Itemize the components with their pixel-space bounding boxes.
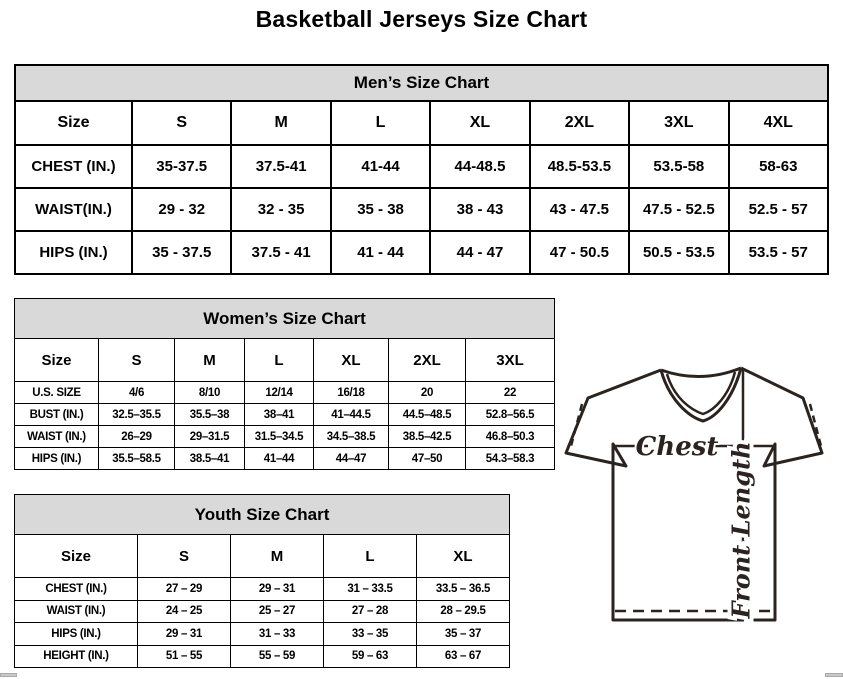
table-row bbox=[15, 578, 510, 601]
mens-value-cell: 41-44 bbox=[331, 145, 430, 188]
youth-size-table bbox=[14, 494, 510, 668]
table-row bbox=[15, 600, 510, 623]
womens-size-table bbox=[14, 298, 555, 470]
womens-value-cell: 44–47 bbox=[314, 448, 389, 470]
mens-value-cell: 52.5 - 57 bbox=[729, 188, 828, 231]
womens-header-l: L bbox=[245, 339, 314, 382]
mens-header-2xl: 2XL bbox=[530, 101, 629, 145]
table-row bbox=[15, 426, 555, 448]
jersey-measurement-diagram bbox=[556, 360, 838, 632]
youth-header-xl: XL bbox=[417, 535, 510, 578]
womens-value-cell: 26–29 bbox=[99, 426, 175, 448]
womens-value-cell: 38.5–42.5 bbox=[389, 426, 466, 448]
mens-row-label: WAIST(IN.) bbox=[15, 188, 132, 231]
womens-row-label: HIPS (IN.) bbox=[15, 448, 99, 470]
mens-value-cell: 32 - 35 bbox=[231, 188, 330, 231]
jersey-body-outline bbox=[566, 368, 822, 620]
womens-header-3xl: 3XL bbox=[466, 339, 555, 382]
womens-header-xl: XL bbox=[314, 339, 389, 382]
youth-value-cell: 28 – 29.5 bbox=[417, 600, 510, 623]
front-length-label: Front Length bbox=[726, 441, 756, 619]
mens-size-table bbox=[14, 64, 829, 275]
youth-value-cell: 63 – 67 bbox=[417, 645, 510, 668]
mens-value-cell: 44-48.5 bbox=[430, 145, 529, 188]
womens-header-2xl: 2XL bbox=[389, 339, 466, 382]
mens-value-cell: 35 - 37.5 bbox=[132, 231, 231, 274]
table-row bbox=[15, 382, 555, 404]
mens-row-label: HIPS (IN.) bbox=[15, 231, 132, 274]
youth-header-m: M bbox=[231, 535, 324, 578]
womens-value-cell: 29–31.5 bbox=[175, 426, 245, 448]
womens-value-cell: 31.5–34.5 bbox=[245, 426, 314, 448]
womens-value-cell: 52.8–56.5 bbox=[466, 404, 555, 426]
womens-value-cell: 41–44.5 bbox=[314, 404, 389, 426]
womens-value-cell: 46.8–50.3 bbox=[466, 426, 555, 448]
youth-row-label: HEIGHT (IN.) bbox=[15, 645, 138, 668]
mens-header-xl: XL bbox=[430, 101, 529, 145]
youth-header-l: L bbox=[324, 535, 417, 578]
mens-value-cell: 29 - 32 bbox=[132, 188, 231, 231]
table-row bbox=[15, 404, 555, 426]
table-row bbox=[15, 231, 828, 274]
table-row bbox=[15, 188, 828, 231]
womens-row-label: U.S. SIZE bbox=[15, 382, 99, 404]
youth-row-label: WAIST (IN.) bbox=[15, 600, 138, 623]
womens-header-s: S bbox=[99, 339, 175, 382]
youth-value-cell: 29 – 31 bbox=[138, 623, 231, 646]
womens-header-size: Size bbox=[15, 339, 99, 382]
table-title-row bbox=[15, 495, 510, 535]
youth-row-label: HIPS (IN.) bbox=[15, 623, 138, 646]
table-title-row bbox=[15, 65, 828, 101]
table-row bbox=[15, 448, 555, 470]
mens-header-m: M bbox=[231, 101, 330, 145]
womens-value-cell: 22 bbox=[466, 382, 555, 404]
youth-value-cell: 55 – 59 bbox=[231, 645, 324, 668]
mens-header-size: Size bbox=[15, 101, 132, 145]
youth-value-cell: 51 – 55 bbox=[138, 645, 231, 668]
youth-value-cell: 35 – 37 bbox=[417, 623, 510, 646]
youth-value-cell: 31 – 33.5 bbox=[324, 578, 417, 601]
mens-header-l: L bbox=[331, 101, 430, 145]
youth-header-s: S bbox=[138, 535, 231, 578]
youth-value-cell: 33 – 35 bbox=[324, 623, 417, 646]
womens-row-label: WAIST (IN.) bbox=[15, 426, 99, 448]
mens-header-s: S bbox=[132, 101, 231, 145]
youth-value-cell: 33.5 – 36.5 bbox=[417, 578, 510, 601]
jersey-back-collar bbox=[661, 368, 741, 377]
mens-header-4xl: 4XL bbox=[729, 101, 828, 145]
jersey-outline-icon bbox=[556, 360, 838, 632]
youth-header-size: Size bbox=[15, 535, 138, 578]
youth-value-cell: 27 – 28 bbox=[324, 600, 417, 623]
mens-value-cell: 53.5-58 bbox=[629, 145, 728, 188]
youth-value-cell: 25 – 27 bbox=[231, 600, 324, 623]
womens-header-m: M bbox=[175, 339, 245, 382]
mens-value-cell: 35 - 38 bbox=[331, 188, 430, 231]
mens-value-cell: 43 - 47.5 bbox=[530, 188, 629, 231]
table-header-row bbox=[15, 339, 555, 382]
mens-value-cell: 44 - 47 bbox=[430, 231, 529, 274]
womens-value-cell: 35.5–58.5 bbox=[99, 448, 175, 470]
youth-value-cell: 24 – 25 bbox=[138, 600, 231, 623]
womens-value-cell: 38–41 bbox=[245, 404, 314, 426]
scrollbar-fragment-right bbox=[825, 673, 843, 677]
scrollbar-fragment-left bbox=[0, 673, 17, 677]
womens-value-cell: 16/18 bbox=[314, 382, 389, 404]
table-row bbox=[15, 645, 510, 668]
womens-value-cell: 38.5–41 bbox=[175, 448, 245, 470]
womens-value-cell: 4/6 bbox=[99, 382, 175, 404]
mens-table-title: Men’s Size Chart bbox=[15, 65, 828, 101]
page-title: Basketball Jerseys Size Chart bbox=[255, 6, 588, 32]
womens-value-cell: 35.5–38 bbox=[175, 404, 245, 426]
youth-value-cell: 31 – 33 bbox=[231, 623, 324, 646]
mens-row-label: CHEST (IN.) bbox=[15, 145, 132, 188]
mens-value-cell: 37.5 - 41 bbox=[231, 231, 330, 274]
womens-value-cell: 41–44 bbox=[245, 448, 314, 470]
mens-value-cell: 47 - 50.5 bbox=[530, 231, 629, 274]
womens-value-cell: 44.5–48.5 bbox=[389, 404, 466, 426]
jersey-vneck-inner bbox=[667, 372, 735, 414]
womens-value-cell: 54.3–58.3 bbox=[466, 448, 555, 470]
youth-value-cell: 27 – 29 bbox=[138, 578, 231, 601]
mens-value-cell: 35-37.5 bbox=[132, 145, 231, 188]
womens-value-cell: 20 bbox=[389, 382, 466, 404]
mens-value-cell: 41 - 44 bbox=[331, 231, 430, 274]
mens-header-3xl: 3XL bbox=[629, 101, 728, 145]
mens-value-cell: 38 - 43 bbox=[430, 188, 529, 231]
table-row bbox=[15, 623, 510, 646]
table-header-row bbox=[15, 101, 828, 145]
mens-value-cell: 53.5 - 57 bbox=[729, 231, 828, 274]
womens-value-cell: 32.5–35.5 bbox=[99, 404, 175, 426]
chest-label: Chest bbox=[635, 432, 719, 462]
youth-value-cell: 29 – 31 bbox=[231, 578, 324, 601]
womens-table-title: Women’s Size Chart bbox=[15, 299, 555, 339]
table-header-row bbox=[15, 535, 510, 578]
womens-row-label: BUST (IN.) bbox=[15, 404, 99, 426]
womens-value-cell: 47–50 bbox=[389, 448, 466, 470]
mens-value-cell: 47.5 - 52.5 bbox=[629, 188, 728, 231]
mens-value-cell: 50.5 - 53.5 bbox=[629, 231, 728, 274]
youth-table-title: Youth Size Chart bbox=[15, 495, 510, 535]
womens-value-cell: 8/10 bbox=[175, 382, 245, 404]
table-row bbox=[15, 145, 828, 188]
mens-value-cell: 58-63 bbox=[729, 145, 828, 188]
womens-value-cell: 12/14 bbox=[245, 382, 314, 404]
table-title-row bbox=[15, 299, 555, 339]
mens-value-cell: 48.5-53.5 bbox=[530, 145, 629, 188]
youth-value-cell: 59 – 63 bbox=[324, 645, 417, 668]
mens-value-cell: 37.5-41 bbox=[231, 145, 330, 188]
womens-value-cell: 34.5–38.5 bbox=[314, 426, 389, 448]
youth-row-label: CHEST (IN.) bbox=[15, 578, 138, 601]
